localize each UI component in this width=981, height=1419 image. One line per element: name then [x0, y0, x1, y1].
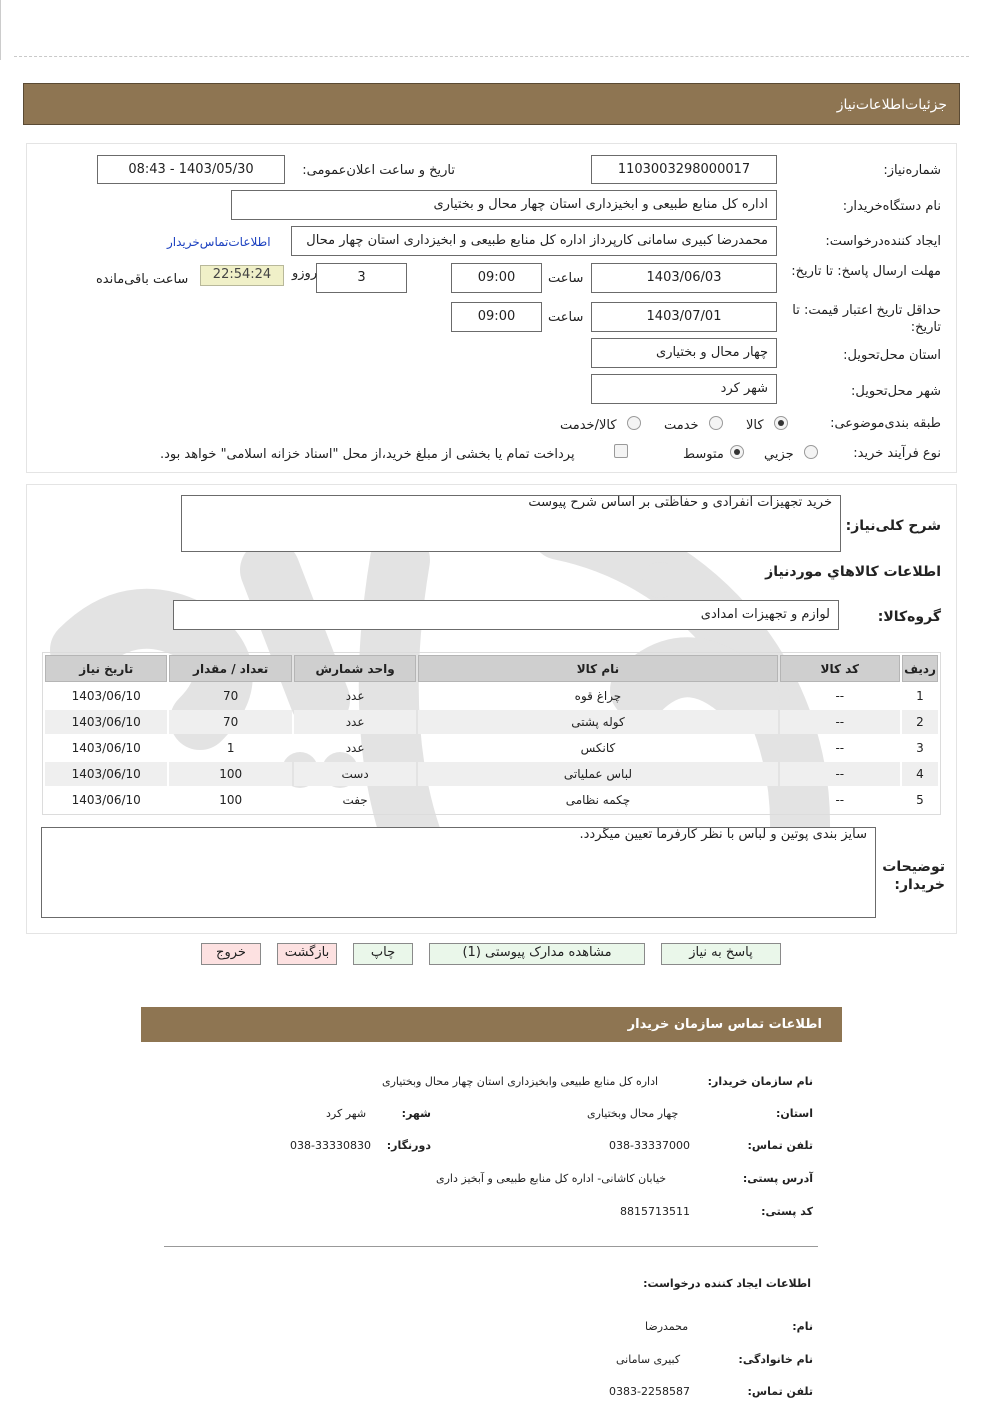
process-label: نوع فرآیند خرید: — [853, 446, 941, 461]
days-field: 3 — [316, 263, 407, 293]
col-row: ردیف — [902, 655, 938, 682]
cell-date: 1403/06/10 — [71, 793, 141, 807]
creator-last-name-value: کبیری سامانی — [616, 1353, 681, 1366]
validity-date-field: 1403/07/01 — [591, 302, 777, 332]
exit-button[interactable]: خروج — [201, 943, 261, 965]
announce-date-label: تاریخ و ساعت اعلان‌عمومی: — [302, 163, 455, 178]
col-name: نام کالا — [418, 655, 777, 682]
summary-text: خرید تجهیزات انفرادی و حفاظتی بر اساس شرح پیوست — [181, 495, 841, 552]
deadline-label: مهلت ارسال پاسخ: تا تاریخ: — [791, 264, 941, 279]
back-button[interactable]: بازگشت — [277, 943, 337, 965]
contact-org-label: نام سازمان خریدار: — [707, 1075, 813, 1088]
validity-time-field: 09:00 — [451, 302, 542, 332]
goods-group-field: لوازم و تجهیزات امدادی — [173, 600, 839, 630]
category-goods-service-radio[interactable] — [627, 416, 641, 430]
table-row — [45, 710, 938, 734]
need-number-label: شماره‌نیاز: — [883, 163, 941, 178]
category-goods-label: کالا — [746, 418, 764, 433]
days-label: روزو — [292, 266, 318, 281]
cell-row: 4 — [902, 762, 938, 786]
cell-qty: 100 — [169, 762, 291, 786]
contact-city-value: شهر کرد — [326, 1107, 367, 1120]
contact-province-value: چهار محال وبختیاری — [587, 1107, 679, 1120]
cell-qty: 1 — [226, 741, 235, 755]
contact-phone-label: تلفن تماس: — [747, 1139, 813, 1152]
city-field: شهر کرد — [591, 374, 777, 404]
attachments-button[interactable]: مشاهده مدارک پیوستی (1) — [429, 943, 645, 965]
cell-unit: جفت — [342, 793, 368, 807]
cell-qty: 100 — [219, 793, 243, 807]
buyer-contact-link[interactable]: اطلاعات‌تماس‌خریدار — [167, 235, 271, 249]
category-service-radio[interactable] — [709, 416, 723, 430]
page-title: جزئیات‌اطلاعات‌نیاز — [23, 83, 960, 125]
cell-unit: عدد — [345, 689, 365, 703]
cell-name: کانکس — [580, 741, 616, 755]
creator-phone-label: تلفن تماس: — [747, 1385, 813, 1398]
contact-postal-value: 8815713511 — [620, 1205, 690, 1218]
remaining-timer: 22:54:24 — [200, 265, 284, 286]
contact-city-label: شهر: — [401, 1107, 431, 1120]
treasury-payment-note: پرداخت تمام یا بخشی از مبلغ خرید،از محل "اسناد خزانه اسلامی" خواهد بود. — [160, 447, 575, 462]
cell-unit: عدد — [345, 741, 365, 755]
top-divider — [14, 56, 969, 57]
requester-field: محمدرضا کبیری سامانی کارپرداز اداره کل منابع طبیعی و ابخیزداری استان چهار محال — [291, 226, 777, 256]
cell-unit: عدد — [294, 710, 416, 734]
cell-code: -- — [780, 762, 900, 786]
category-label: طبقه بندی‌موضوعی: — [830, 416, 941, 431]
goods-group-label: گروه‌کالا: — [877, 609, 941, 625]
contact-phone-value: 038-33337000 — [609, 1139, 690, 1152]
col-code: کد کالا — [780, 655, 900, 682]
deadline-time-label: ساعت — [548, 271, 584, 286]
process-medium-radio[interactable] — [730, 445, 744, 459]
cell-name: لباس عملیاتی — [418, 762, 777, 786]
remaining-label: ساعت باقی‌مانده — [96, 272, 189, 287]
cell-qty: 70 — [223, 689, 239, 703]
buyer-org-field: اداره کل منابع طبیعی و ابخیزداری استان چهار محال و بختیاری — [231, 190, 777, 220]
process-medium-label: متوسط — [683, 447, 724, 462]
validity-label: حداقل تاریخ اعتبار قیمت: تا تاریخ: — [792, 303, 941, 335]
contact-section-title: اطلاعات تماس سازمان خریدار — [141, 1007, 842, 1042]
city-label: شهر محل‌تحویل: — [851, 384, 941, 399]
buyer-notes-text: سایز بندی پوتین و لباس با نظر کارفرما تعیین میگردد. — [41, 827, 876, 918]
cell-date: 1403/06/10 — [71, 741, 141, 755]
contact-org-value: اداره کل منابع طبیعی وابخیزداری استان چهار محال وبختیاری — [382, 1075, 659, 1088]
cell-code: -- — [835, 689, 845, 703]
creator-phone-value: 0383-2258587 — [609, 1385, 690, 1398]
buyer-org-label: نام دستگاه‌خریدار: — [842, 199, 941, 214]
cell-unit: دست — [294, 762, 416, 786]
cell-row: 2 — [902, 710, 938, 734]
cell-name: چکمه نظامی — [565, 793, 631, 807]
items-table-wrap — [42, 652, 941, 815]
contact-fax-value: 038-33330830 — [290, 1139, 371, 1152]
items-table — [43, 653, 940, 814]
cell-code: -- — [780, 710, 900, 734]
province-label: استان محل‌تحویل: — [843, 348, 941, 363]
cell-row: 5 — [916, 793, 924, 807]
items-table-header — [45, 655, 938, 682]
requester-label: ایجاد کننده‌درخواست: — [825, 234, 941, 249]
creator-last-name-label: نام خانوادگی: — [738, 1353, 813, 1366]
table-row — [45, 736, 938, 760]
col-date: تاریخ نیاز — [45, 655, 167, 682]
contact-postal-label: کد پستی: — [761, 1205, 813, 1218]
contact-province-label: استان: — [776, 1107, 813, 1120]
col-unit: واحد شمارش — [294, 655, 416, 682]
col-qty: تعداد / مقدار — [169, 655, 291, 682]
validity-time-label: ساعت — [548, 310, 584, 325]
contact-address-value: خیابان کاشانی- اداره کل منابع طبیعی و آبخیز داری — [436, 1172, 667, 1185]
contact-divider — [164, 1246, 818, 1247]
cell-qty: 70 — [169, 710, 291, 734]
reply-button[interactable]: پاسخ به نیاز — [661, 943, 781, 965]
need-number-field: 1103003298000017 — [591, 155, 777, 184]
cell-date: 1403/06/10 — [71, 689, 141, 703]
buyer-notes-label: توضیحات خریدار: — [882, 859, 945, 893]
cell-date: 1403/06/10 — [45, 762, 167, 786]
cell-code: -- — [835, 793, 845, 807]
contact-fax-label: دورنگار: — [386, 1139, 431, 1152]
goods-info-title: اطلاعات کالاهاي مورد‌نیاز — [765, 564, 941, 580]
process-minor-label: جزیي — [764, 447, 794, 462]
contact-address-label: آدرس پستی: — [742, 1172, 813, 1185]
creator-first-name-label: نام: — [792, 1320, 813, 1333]
category-goods-service-label: کالا/خدمت — [560, 418, 617, 433]
province-field: چهار محال و بختیاری — [591, 338, 777, 368]
cell-row: 3 — [916, 741, 924, 755]
cell-name: چراغ قوه — [574, 689, 622, 703]
cell-name: کوله پشتی — [418, 710, 777, 734]
deadline-date-field: 1403/06/03 — [591, 263, 777, 293]
creator-section-title: اطلاعات ایجاد کننده درخواست: — [643, 1277, 811, 1290]
category-service-label: خدمت — [664, 418, 699, 433]
summary-label: شرح کلی‌نیاز: — [845, 518, 941, 534]
left-border — [0, 0, 1, 60]
cell-row: 1 — [916, 689, 924, 703]
cell-code: -- — [835, 741, 845, 755]
print-button[interactable]: چاپ — [353, 943, 413, 965]
treasury-payment-checkbox[interactable] — [614, 444, 628, 458]
category-goods-radio[interactable] — [774, 416, 788, 430]
table-row — [45, 684, 938, 708]
table-row — [45, 762, 938, 786]
announce-date-field: 1403/05/30 - 08:43 — [97, 155, 285, 184]
deadline-time-field: 09:00 — [451, 263, 542, 293]
cell-date: 1403/06/10 — [45, 710, 167, 734]
creator-first-name-value: محمدرضا — [645, 1320, 689, 1333]
table-row — [45, 788, 938, 812]
process-minor-radio[interactable] — [804, 445, 818, 459]
